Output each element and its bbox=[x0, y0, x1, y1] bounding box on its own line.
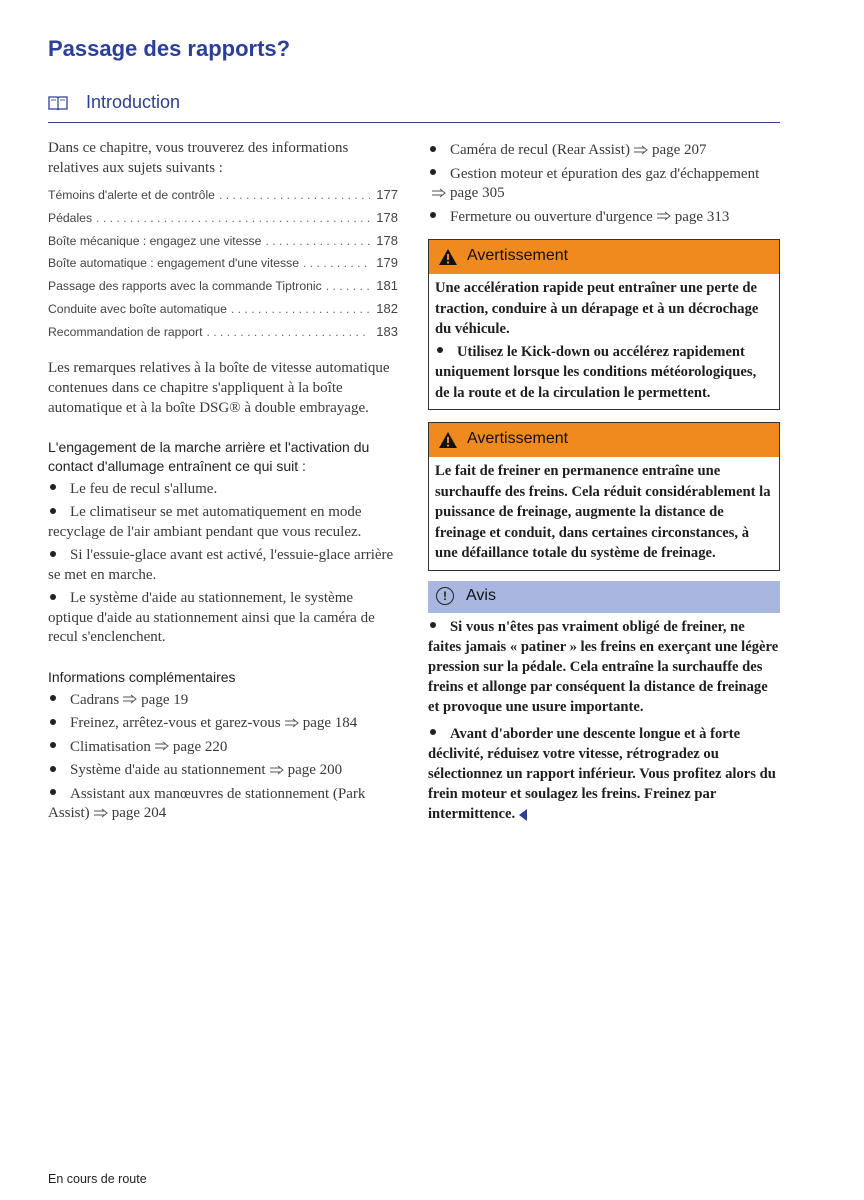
double-arrow-icon bbox=[93, 808, 109, 818]
toc-label: Passage des rapports avec la commande Tiptronic bbox=[48, 279, 322, 294]
warning-icon bbox=[438, 431, 458, 449]
list-item: Système d'aide au stationnement page 200 bbox=[48, 761, 398, 781]
warning-text: Le fait de freiner en permanence entraîne une surchauffe des freins. Cela réduit considérablement la puissance de freinage, augmente la distance de freinage et conduit, dans certaines circonstances, à une défaillance totale du système de freinage. bbox=[435, 463, 771, 561]
end-marker-icon bbox=[519, 809, 527, 821]
toc-page: 178 bbox=[376, 209, 398, 225]
double-arrow-icon bbox=[633, 145, 649, 155]
double-arrow-icon bbox=[431, 188, 447, 198]
note-item: Si vous n'êtes pas vraiment obligé de freiner, ne faites jamais « patiner » les freins en exerçant une légère pression sur la pédale. Cela entraîne la surchauffe des freins et allonge par conséquent la distance de freinage et provoque une usure importante. bbox=[428, 618, 779, 716]
toc-list bbox=[48, 184, 398, 344]
warning-text: Une accélération rapide peut entraîner une perte de traction, conduire à un dérapage et à un décrochage du véhicule. bbox=[435, 280, 759, 337]
page-link[interactable]: page 305 bbox=[450, 185, 505, 201]
section-title: Introduction bbox=[86, 92, 181, 112]
note-item: Avant d'aborder une descente longue et à forte déclivité, réduisez votre vitesse, rétrogradez ou sélectionnez un rapport inférieur. Vous profitez alors du frein moteur et soulagez les freins. Freinez par intermittence. bbox=[428, 725, 776, 823]
list-item: Si l'essuie-glace avant est activé, l'essuie-glace arrière se met en marche. bbox=[48, 547, 394, 583]
toc-row[interactable] bbox=[48, 321, 398, 344]
warning-header bbox=[429, 240, 779, 274]
toc-page: 179 bbox=[376, 255, 398, 271]
bullet-icon bbox=[50, 789, 56, 795]
warning-box bbox=[428, 422, 780, 571]
list-item: Cadrans page 19 bbox=[48, 691, 398, 711]
note-box bbox=[428, 581, 780, 825]
page-title: Passage des rapports? bbox=[48, 36, 291, 61]
double-arrow-icon bbox=[154, 741, 170, 751]
engage-heading: L'engagement de la marche arrière et l'activation du contact d'allumage entraînent ce qui suit : bbox=[48, 438, 370, 474]
toc-row[interactable] bbox=[48, 184, 398, 207]
list-item: Assistant aux manœuvres de stationnement (Park Assist) page 204 bbox=[48, 785, 366, 822]
toc-page: 183 bbox=[376, 323, 398, 339]
bullet-icon bbox=[50, 695, 56, 701]
note-header bbox=[428, 581, 780, 613]
bullet-icon bbox=[430, 146, 436, 152]
bullet-icon bbox=[50, 551, 56, 557]
bullet-icon bbox=[50, 742, 56, 748]
toc-row[interactable] bbox=[48, 230, 398, 253]
toc-label: Boîte automatique : engagement d'une vitesse bbox=[48, 256, 299, 271]
bullet-icon bbox=[430, 622, 436, 628]
toc-label: Pédales bbox=[48, 210, 93, 225]
right-column bbox=[428, 138, 780, 831]
toc-page: 181 bbox=[376, 278, 398, 294]
warning-body bbox=[429, 457, 779, 570]
toc-row[interactable] bbox=[48, 275, 398, 298]
page-link[interactable]: page 313 bbox=[674, 208, 730, 225]
bullet-icon bbox=[50, 484, 56, 490]
note-body bbox=[428, 613, 780, 825]
bullet-icon bbox=[50, 594, 56, 600]
page-link[interactable]: page 207 bbox=[651, 142, 707, 158]
warning-title: Avertissement bbox=[467, 430, 569, 447]
remark-text: Les remarques relatives à la boîte de vitesse automatique contenues dans ce chapitre s'appliquent à la boîte automatique et à la boîte DSG® à double embrayage. bbox=[48, 359, 390, 416]
toc-page: 178 bbox=[376, 232, 398, 248]
toc-row[interactable] bbox=[48, 252, 398, 275]
warning-box bbox=[428, 239, 780, 410]
page-link[interactable]: page 204 bbox=[111, 805, 167, 822]
book-icon bbox=[48, 95, 68, 111]
warning-header bbox=[429, 423, 779, 457]
exclamation-icon: ! bbox=[436, 587, 454, 605]
page-link[interactable]: page 200 bbox=[287, 762, 343, 779]
toc-label: Recommandation de rapport bbox=[48, 324, 203, 339]
double-arrow-icon bbox=[269, 765, 285, 775]
list-item: Le système d'aide au stationnement, le système optique d'aide au stationnement ainsi que la caméra de recul s'enclenchent. bbox=[48, 590, 375, 646]
list-item: Gestion moteur et épuration des gaz d'échappementpage 305 bbox=[428, 165, 780, 204]
double-arrow-icon bbox=[656, 211, 672, 221]
list-item: Le feu de recul s'allume. bbox=[48, 480, 398, 500]
toc-label: Conduite avec boîte automatique bbox=[48, 301, 227, 316]
info-heading: Informations complémentaires bbox=[48, 668, 236, 685]
toc-row[interactable] bbox=[48, 207, 398, 230]
warning-icon bbox=[438, 248, 458, 266]
list-item: Freinez, arrêtez-vous et garez-vous page 184 bbox=[48, 714, 398, 734]
intro-text: Dans ce chapitre, vous trouverez des informations relatives aux sujets suivants : bbox=[48, 140, 349, 176]
warning-title: Avertissement bbox=[467, 247, 569, 264]
bullet-icon bbox=[437, 347, 443, 353]
warning-bullet: Utilisez le Kick-down ou accélérez rapidement uniquement lorsque les conditions météorologiques, de la route et de la circulation le permettent. bbox=[435, 343, 757, 401]
page-link[interactable]: page 184 bbox=[302, 715, 358, 732]
bullet-icon bbox=[50, 508, 56, 514]
note-title: Avis bbox=[466, 586, 496, 604]
list-item: Fermeture ou ouverture d'urgence page 313 bbox=[428, 208, 780, 228]
list-item: Le climatiseur se met automatiquement en mode recyclage de l'air ambiant pendant que vous reculez. bbox=[48, 504, 362, 540]
list-item: Caméra de recul (Rear Assist) page 207 bbox=[428, 141, 780, 161]
double-arrow-icon bbox=[284, 718, 300, 728]
page-link[interactable]: page 19 bbox=[141, 691, 189, 708]
toc-row[interactable] bbox=[48, 298, 398, 321]
double-arrow-icon bbox=[122, 694, 138, 704]
toc-page: 182 bbox=[376, 300, 398, 316]
toc-label: Témoins d'alerte et de contrôle bbox=[48, 188, 215, 202]
warning-body bbox=[429, 274, 779, 409]
bullet-icon bbox=[50, 719, 56, 725]
section-header bbox=[48, 92, 780, 123]
bullet-icon bbox=[430, 729, 436, 735]
page-link[interactable]: page 220 bbox=[172, 738, 228, 755]
bullet-icon bbox=[430, 212, 436, 218]
toc-page: 177 bbox=[376, 187, 398, 202]
left-column bbox=[48, 138, 398, 828]
list-item: Climatisation page 220 bbox=[48, 738, 398, 758]
bullet-icon bbox=[50, 766, 56, 772]
bullet-icon bbox=[430, 169, 436, 175]
page-footer: En cours de route bbox=[48, 1172, 147, 1186]
toc-label: Boîte mécanique : engagez une vitesse bbox=[48, 233, 262, 248]
